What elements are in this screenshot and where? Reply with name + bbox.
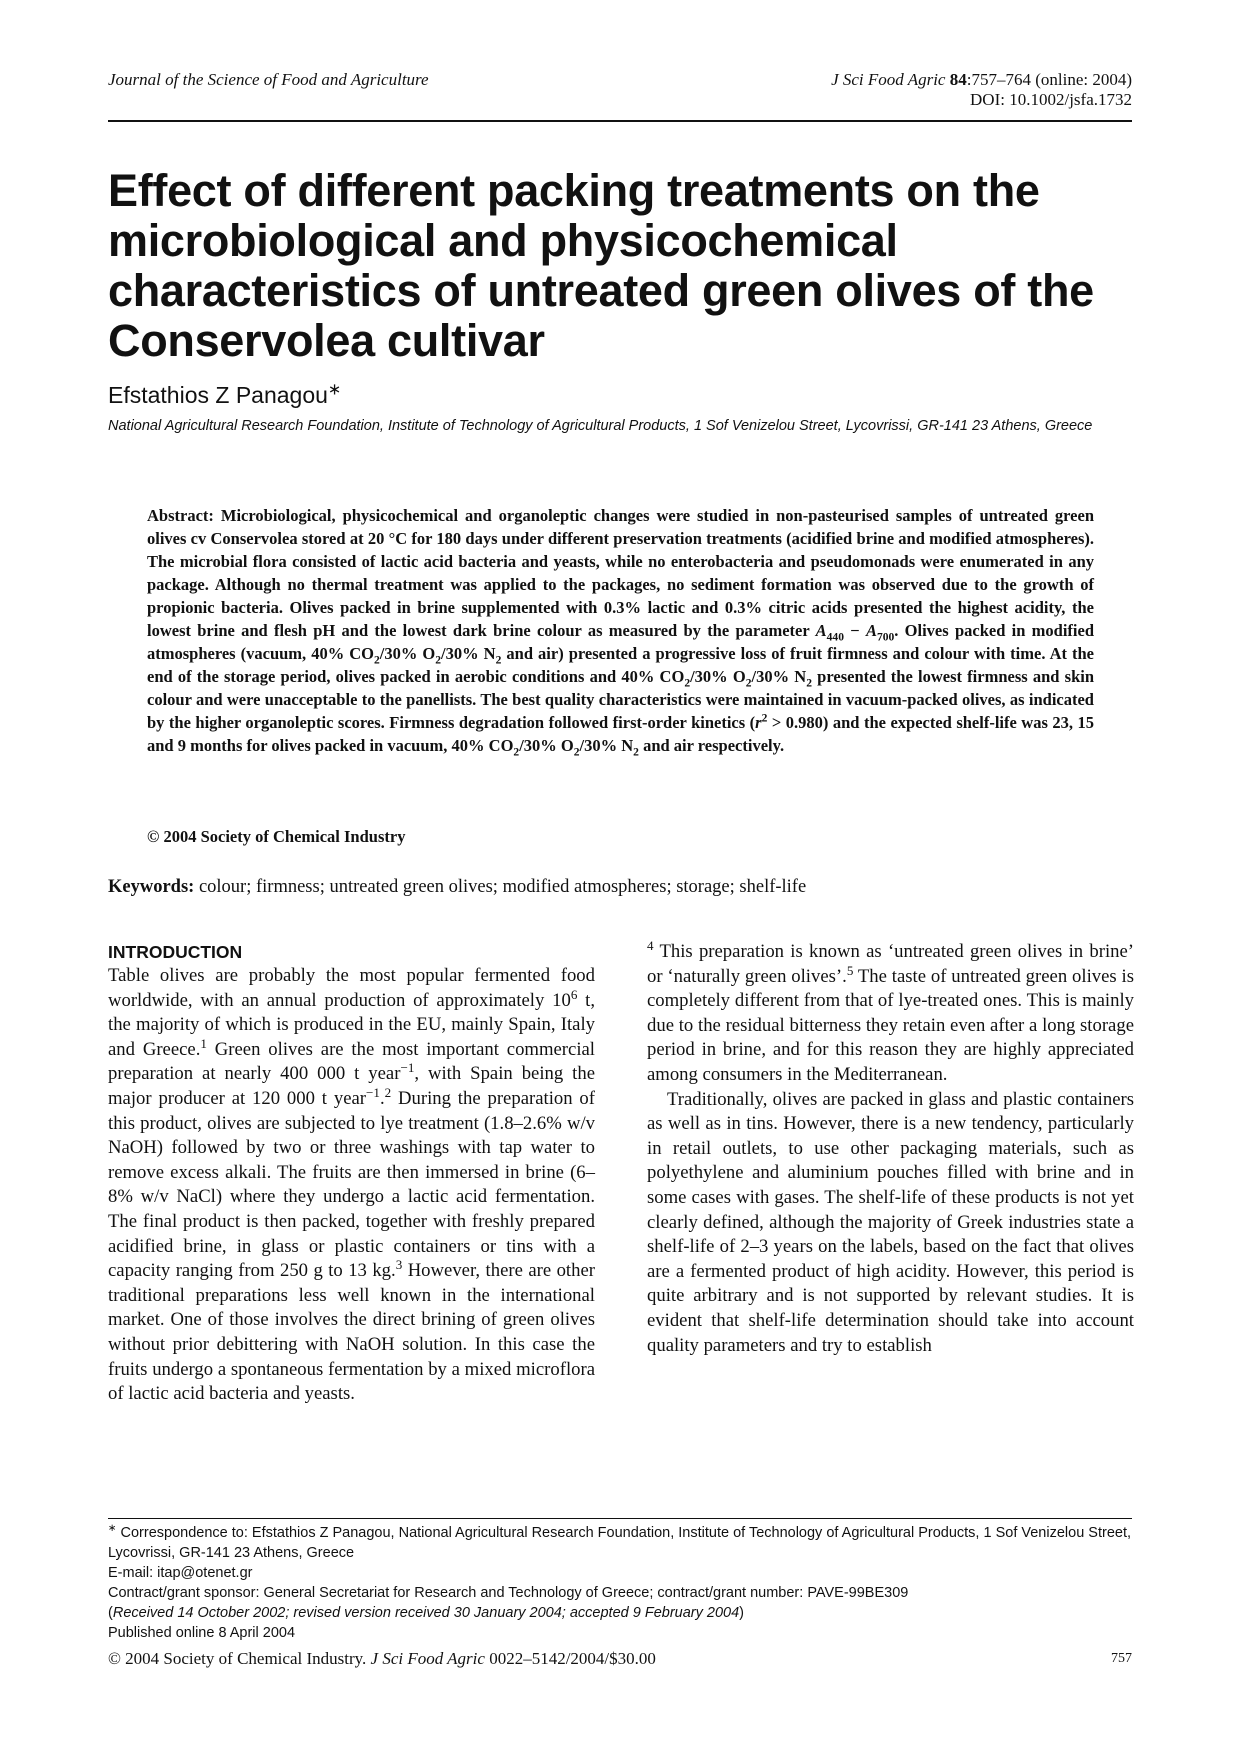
correspondence-note: ∗ Correspondence to: Efstathios Z Panagou, National Agricultural Research Foundation, Institute of Technology of Agricultural Products, 1 Sof Venizelou Street, Lycovrissi, GR-141 23 Athens, Greece xyxy=(108,1523,1132,1561)
published-note: Published online 8 April 2004 xyxy=(108,1625,296,1641)
keywords-label: Keywords: xyxy=(108,877,195,897)
citation-volume: 84 xyxy=(949,70,967,89)
intro-column-left xyxy=(108,940,595,1407)
author-line xyxy=(108,381,341,409)
abstract: Abstract: Microbiological, physicochemical and organoleptic changes were studied in non-pasteurised samples of untreated green olives cv Conservolea stored at 20 °C for 180 days under different preservation treatments (acidified brine and modified atmospheres). The microbial flora consisted of lactic acid bacteria and yeasts, while no enterobacteria and pseudomonads were enumerated in any package. Although no thermal treatment was applied to the packages, no sediment formation was observed due to the growth of propionic bacteria. Olives packed in brine supplemented with 0.3% lactic and 0.3% citric acids presented the highest acidity, the lowest brine and flesh pH and the lowest dark brine colour as measured by the parameter $A_{440} - A_{700}$. Olives packed in modified atmospheres (vacuum, 40% $CO_2/30\%$ $O_2/30\%$ $N_2$ and air) presented a progressive loss of fruit firmness and colour with time. At the end of the storage period, olives packed in aerobic conditions and 40% $CO_2/30\%$ $O_2/30\%$ $N_2$ presented the lowest firmness and skin colour and were unacceptable to the panellists. The best quality characteristics were maintained in vacuum-packed olives, as indicated by the higher organoleptic scores. Firmness degradation followed first-order kinetics $(r^2 > 0.980)$ and the expected shelf-life was 23, 15 and 9 months for olives packed in vacuum, 40% $CO_2/30\%$ $O_2/30\%$ $N_2$ and air respectively. xyxy=(147,506,1095,759)
email-note[interactable]: E-mail: itap@otenet.gr xyxy=(108,1565,253,1581)
keywords xyxy=(108,875,1132,899)
intro-paragraph-1: Table olives are probably the most popular fermented food worldwide, with an annual production of approximately $10^6$ t, the majority of which is produced in the EU, mainly Spain, Italy and Greece.$^1$ Green olives are the most important commercial preparation at nearly 400 000 t year$^{-1}$, with Spain being the major producer at 120 000 t year$^{-1}$.$^2$ During the preparation of this product, olives are subjected to lye treatment (1.8–2.6% w/v NaOH) followed by two or three washings with tap water to remove excess alkali. The fruits are then immersed in brine (6–8% w/v NaCl) where they undergo a lactic acid fermentation. The final product is then packed, together with freshly prepared acidified brine, in glass or plastic containers or tins with a capacity ranging from 250 g to 13 kg.$^3$ However, there are other traditional preparations less well known in the international market. One of those involves the direct brining of green olives without prior debittering with NaOH solution. In this case the fruits undergo a spontaneous fermentation by a mixed microflora of lactic acid bacteria and yeasts. xyxy=(108,965,596,1405)
intro-paragraph-2: Traditionally, olives are packed in glass and plastic containers as well as in tins. However, there is a new tendency, particularly in retail outlets, to use other packaging materials, such as polyethylene and aluminium pouches filled with brine and in some cases with gases. The shelf-life of these products is not yet clearly defined, although the majority of Greek industries state a shelf-life of 2–3 years on the labels, based on the fact that olives are a fermented product of high acidity. However, this period is quite arbitrary and is not supported by relevant studies. It is evident that shelf-life determination should take into account quality parameters and try to establish xyxy=(647,1088,1134,1356)
paper-title: Effect of different packing treatments on the microbiological and physicochemical characteristics of untreated green olives of the Conservolea cultivar xyxy=(108,165,1094,366)
intro-column-right xyxy=(647,937,1134,1358)
keywords-text: colour; firmness; untreated green olives; modified atmospheres; storage; shelf-life xyxy=(194,877,807,897)
citation-journal: J Sci Food Agric xyxy=(831,70,946,89)
affiliation: National Agricultural Research Foundation, Institute of Technology of Agricultural Products, 1 Sof Venizelou Street, Lycovrissi, GR-141 23 Athens, Greece xyxy=(108,418,1093,434)
footnote-divider xyxy=(108,1518,1132,1519)
author-mark: ∗ xyxy=(327,380,342,399)
received-note: (Received 14 October 2002; revised version received 30 January 2004; accepted 9 February 2004) xyxy=(108,1605,744,1621)
footnotes xyxy=(108,1523,1132,1643)
citation xyxy=(831,70,1132,90)
author-name: Efstathios Z Panagou xyxy=(108,382,328,408)
doi[interactable]: DOI: 10.1002/jsfa.1732 xyxy=(970,90,1132,109)
header-divider xyxy=(108,120,1132,122)
journal-name: Journal of the Science of Food and Agriculture xyxy=(108,70,429,89)
citation-pages: :757–764 (online: 2004) xyxy=(966,70,1132,89)
intro-paragraph-1-continued: $^4$ This preparation is known as ‘untreated green olives in brine’ or ‘naturally green olives’.$^5$ The taste of untreated green olives is completely different from that of lye-treated ones. This is mainly due to the residual bitterness they retain even after a long storage period in brine, and for this reason they are highly appreciated among consumers in the Mediterranean. xyxy=(647,937,1134,1085)
footer-copyright: © 2004 Society of Chemical Industry. J Sci Food Agric 0022–5142/2004/$30.00 xyxy=(108,1649,656,1668)
sponsor-note: Contract/grant sponsor: General Secretariat for Research and Technology of Greece; contract/grant number: PAVE-99BE309 xyxy=(108,1585,909,1601)
section-heading: INTRODUCTION xyxy=(108,942,243,962)
abstract-label: Abstract: xyxy=(147,506,214,525)
page-number: 757 xyxy=(1111,1651,1132,1666)
abstract-copyright: © 2004 Society of Chemical Industry xyxy=(147,827,406,846)
